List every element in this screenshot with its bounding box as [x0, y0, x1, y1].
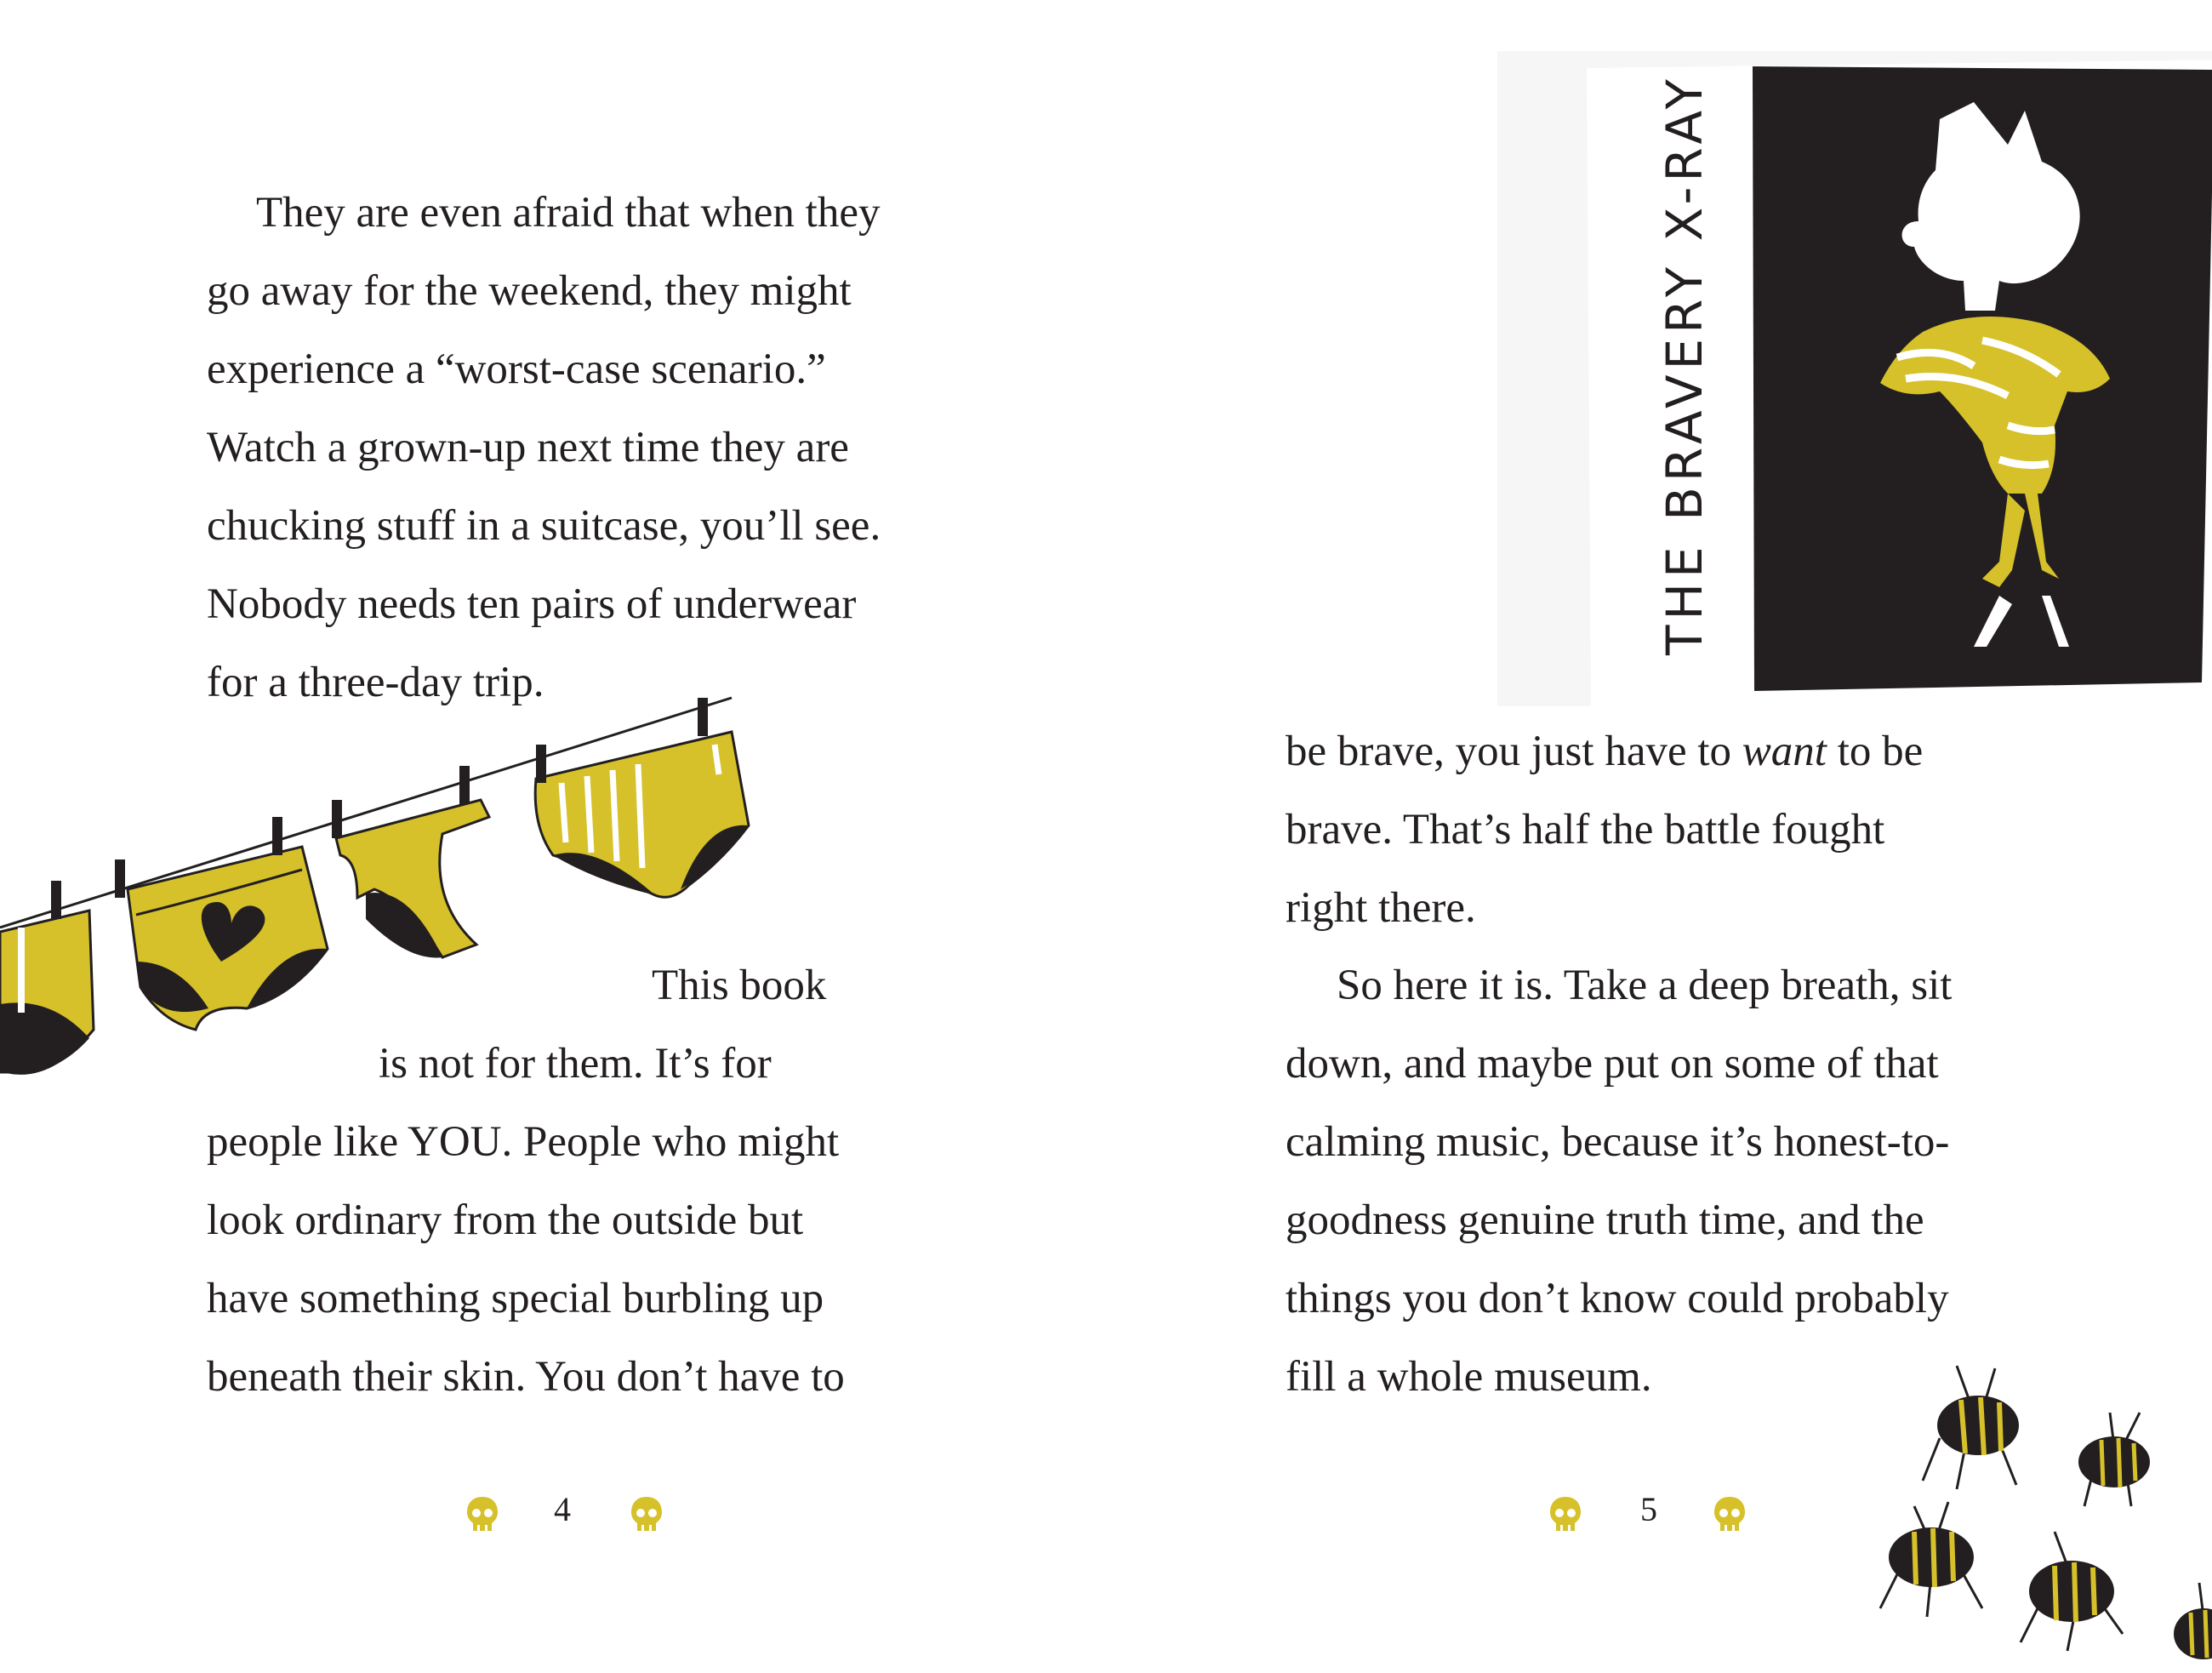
right-paragraph-1	[1286, 712, 1923, 947]
text-line: right there.	[1286, 884, 1476, 932]
text-line: fill a whole museum.	[1286, 1353, 1652, 1401]
xray-boy-illustration	[1497, 51, 2212, 706]
text-line: people like YOU. People who might	[207, 1118, 840, 1166]
page-number: 5	[1640, 1490, 1657, 1528]
skull-icon	[465, 1495, 499, 1534]
text-line: down, and maybe put on some of that	[1286, 1040, 1939, 1088]
text-line: experience a “worst-case scenario.”	[207, 345, 826, 393]
illustration-caption: THE BRAVERY X-RAY	[1656, 74, 1713, 655]
bugs-illustration	[1855, 1362, 2212, 1673]
text-segment: be brave, you just have to	[1286, 728, 1742, 775]
text-line: They are even afraid that when they	[256, 189, 881, 237]
text-line: go away for the weekend, they might	[207, 267, 852, 315]
skull-icon	[1548, 1495, 1582, 1534]
skull-icon	[630, 1495, 664, 1534]
text-line: beneath their skin. You don’t have to	[207, 1353, 845, 1401]
text-line: look ordinary from the outside but	[207, 1196, 804, 1244]
text-line: goodness genuine truth time, and the	[1286, 1196, 1924, 1244]
text-line: brave. That’s half the battle fought	[1286, 806, 1885, 854]
text-line: have something special burbling up	[207, 1275, 824, 1322]
right-paragraph-2	[1286, 946, 1952, 1416]
right-page	[1106, 0, 2212, 1673]
text-line: things you don’t know could probably	[1286, 1275, 1949, 1322]
text-line: chucking stuff in a suitcase, you’ll see.	[207, 502, 881, 550]
text-line: Watch a grown-up next time they are	[207, 424, 849, 471]
page-number: 4	[554, 1490, 571, 1528]
text-line: for a three-day trip.	[207, 659, 544, 706]
emphasis-word: want	[1742, 728, 1827, 775]
text-line: Nobody needs ten pairs of underwear	[207, 580, 857, 628]
text-line: So here it is. Take a deep breath, sit	[1337, 962, 1953, 1009]
text-line-with-emphasis	[1286, 712, 1923, 791]
skull-icon	[1713, 1495, 1747, 1534]
left-paragraph-1	[207, 174, 881, 722]
text-line: This book	[652, 962, 827, 1009]
left-paragraph-2	[207, 946, 845, 1416]
text-line: calming music, because it’s honest-to-	[1286, 1118, 1950, 1166]
text-segment: to be	[1826, 728, 1924, 775]
text-line: is not for them. It’s for	[379, 1040, 772, 1088]
